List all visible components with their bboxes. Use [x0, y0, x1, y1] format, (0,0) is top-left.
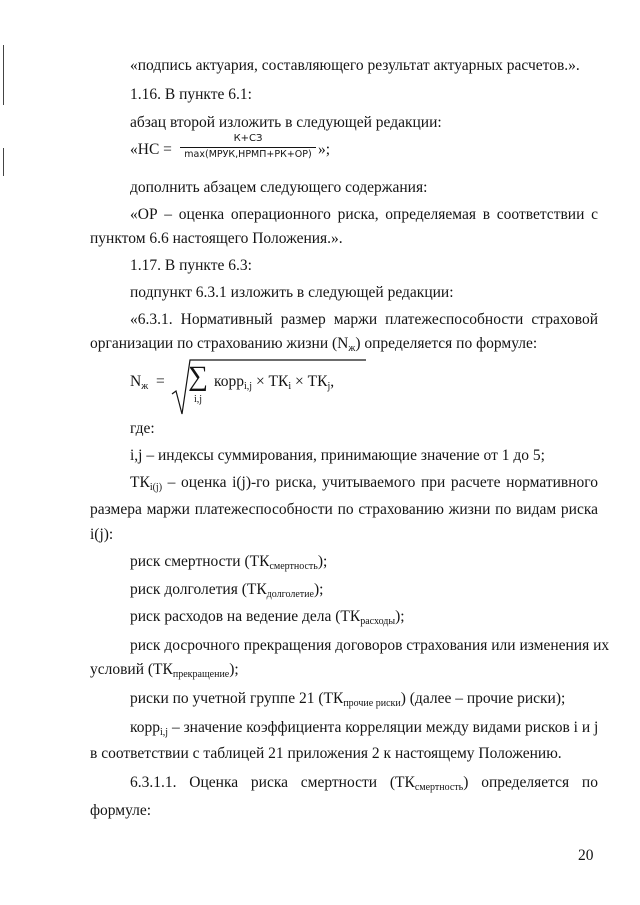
paragraph-line: абзац второй изложить в следующей редакции:	[130, 114, 442, 131]
paragraph-line: $ТК_{i(j)}$ – оценка i(j)-го риска, учитываемого при расчете нормативного	[130, 474, 598, 493]
paragraph-line: организации по страхованию жизни $(N_ж)$ определяется по формуле:	[90, 335, 538, 354]
margin-mark	[3, 45, 4, 105]
page-number: 20	[578, 847, 594, 864]
fraction-bar	[180, 147, 316, 148]
paragraph-line: где:	[130, 420, 155, 437]
margin-mark	[3, 148, 4, 176]
paragraph-line: «ОР – оценка операционного риска, определяемая в соответствии с	[130, 206, 598, 223]
section-heading: 1.16. В пункте 6.1:	[130, 86, 252, 103]
list-item: риск расходов на ведение дела $(ТК_{расходы})$;	[130, 608, 405, 627]
paragraph-line: подпункт 6.3.1 изложить в следующей редакции:	[130, 284, 454, 301]
list-item: риск досрочного прекращения договоров страхования или изменения их	[130, 637, 610, 654]
list-item: риск долголетия $(ТК_{долголетие})$;	[130, 581, 324, 600]
paragraph-line: дополнить абзацем следующего содержания:	[130, 179, 428, 196]
formula-hc-denominator: max(МРУК,НРМП+РК+ОР)	[184, 149, 312, 160]
formula-equals: =	[156, 373, 165, 390]
formula-lhs: $N_ж$	[130, 373, 149, 392]
summation-sign: ∑	[188, 361, 208, 392]
formula-hc-numerator: К+СЗ	[233, 133, 263, 144]
section-heading: 1.17. В пункте 6.3:	[130, 257, 252, 274]
paragraph-line: i,j – индексы суммирования, принимающие значение от 1 до 5;	[130, 447, 545, 464]
paragraph-line: в соответствии с таблицей 21 приложения 2 к настоящему Положению.	[90, 745, 562, 762]
paragraph-line: пунктом 6.6 настоящего Положения.».	[90, 230, 343, 247]
list-item: риски по учетной группе 21 $(ТК_{прочие риски})$ (далее – прочие риски);	[130, 690, 566, 709]
paragraph-line: размера маржи платежеспособности по страхованию жизни по видам риска	[90, 501, 598, 518]
paragraph-line: корр$_{i,j}$ – значение коэффициента корреляции между видами рисков i и j	[130, 719, 599, 738]
list-item: условий $(ТК_{прекращение})$;	[90, 661, 239, 680]
formula-terms: корр$_{i,j}$ × $ТК_i \times ТК_j$,	[214, 373, 335, 392]
list-item: риск смертности $(ТК_{смертность})$;	[130, 553, 328, 572]
paragraph-line: «подпись актуария, составляющего результат актуарных расчетов.».	[130, 57, 580, 74]
paragraph-line: «6.3.1. Нормативный размер маржи платежеспособности страховой	[130, 311, 598, 328]
paragraph-line: формуле:	[90, 802, 152, 819]
paragraph-line: 6.3.1.1. Оценка риска смертности $(ТК_{смертность})$ определяется по	[130, 774, 598, 793]
summation-index: i,j	[194, 394, 203, 405]
formula-hc-close: »;	[318, 141, 331, 158]
paragraph-line: i(j):	[90, 526, 114, 543]
formula-hc-open: «НС =	[130, 141, 172, 158]
